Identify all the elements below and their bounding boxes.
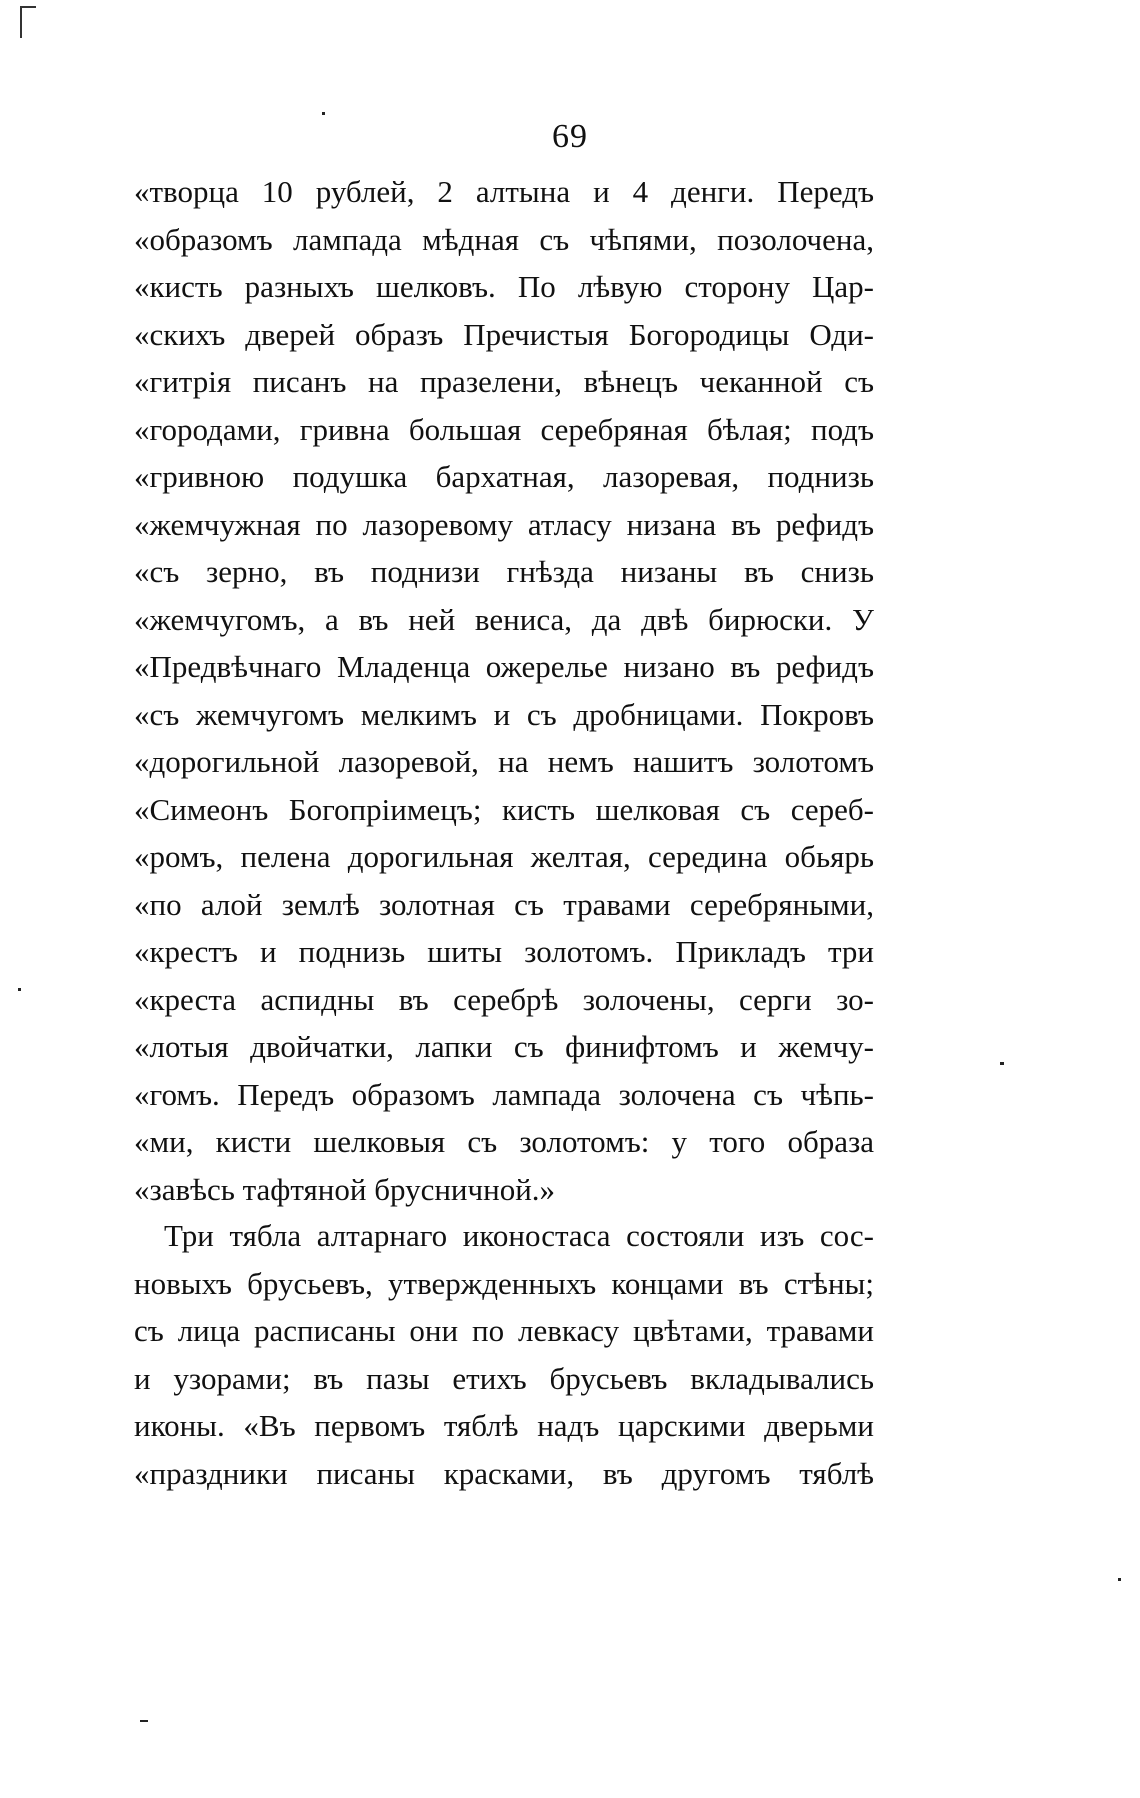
text-line: новыхъ брусьевъ, утвержденныхъ концами въ стѣны;	[134, 1265, 874, 1301]
scan-speck	[1118, 1578, 1121, 1581]
text-line: «дорогильной лазоревой, на немъ нашитъ золотомъ	[134, 744, 874, 779]
iconostasis-paragraph	[134, 1212, 874, 1497]
scan-speck	[1000, 1062, 1004, 1065]
text-line: «Предвѣчнаго Младенца ожерелье низано въ рефидъ	[134, 649, 874, 684]
text-line: съ лица расписаны они по левкасу цвѣтами, травами	[134, 1313, 874, 1348]
text-line: «городами, гривна большая серебряная бѣлая; подъ	[134, 411, 874, 447]
text-line: «жемчужная по лазоревому атласу низана въ рефидъ	[134, 506, 874, 542]
text-line: «ромъ, пелена дорогильная желтая, середина обьярь	[134, 839, 874, 874]
text-line: «гомъ. Передъ образомъ лампада золочена съ чѣпь-	[134, 1076, 874, 1112]
text-line: «съ жемчугомъ мелкимъ и съ дробницами. Покровъ	[134, 696, 874, 732]
text-line: «по алой землѣ золотная съ травами серебряными,	[134, 886, 874, 922]
scan-speck	[18, 988, 21, 991]
text-line-last: «завѣсь тафтяной брусничной.»	[134, 1171, 556, 1207]
text-line: «креста аспидны въ серебрѣ золочены, серги зо-	[134, 981, 874, 1017]
text-line: и узорами; въ пазы етихъ брусьевъ вкладывались	[134, 1360, 874, 1396]
scan-speck	[322, 112, 325, 115]
text-line: «праздники писаны красками, въ другомъ тяблѣ	[134, 1455, 874, 1491]
text-line: иконы. «Въ первомъ тяблѣ надъ царскими дверьми	[134, 1408, 874, 1443]
text-line: «жемчугомъ, а въ ней вениса, да двѣ бирюски. У	[134, 601, 874, 637]
quoted-inventory-text	[134, 168, 874, 1213]
text-line: «кисть разныхъ шелковъ. По лѣвую сторону Цар-	[134, 269, 874, 304]
text-line: «образомъ лампада мѣдная съ чѣпями, позолочена,	[134, 221, 874, 257]
text-line: «лотыя двойчатки, лапки съ финифтомъ и жемчу-	[134, 1029, 874, 1064]
scan-speck	[140, 1720, 148, 1722]
text-line: «Симеонъ Богопріимецъ; кисть шелковая съ сереб-	[134, 791, 874, 827]
text-line: «крестъ и поднизь шиты золотомъ. Прикладъ три	[134, 934, 874, 969]
text-line: «гривною подушка бархатная, лазоревая, поднизь	[134, 459, 874, 494]
scan-corner-mark	[20, 6, 36, 38]
text-line: «творца 10 рублей, 2 алтына и 4 денги. Передъ	[134, 174, 874, 209]
page-number: 69	[552, 118, 588, 155]
text-line: «съ зерно, въ поднизи гнѣзда низаны въ снизь	[134, 554, 874, 589]
text-line: «ми, кисти шелковыя съ золотомъ: у того образа	[134, 1124, 874, 1159]
text-line: «скихъ дверей образъ Пречистыя Богородицы Оди-	[134, 316, 874, 352]
paragraph-first-line: Три тябла алтарнаго иконостаса состояли изъ сос-	[164, 1218, 874, 1253]
text-line: «гитрія писанъ на празелени, вѣнецъ чеканной съ	[134, 364, 874, 399]
